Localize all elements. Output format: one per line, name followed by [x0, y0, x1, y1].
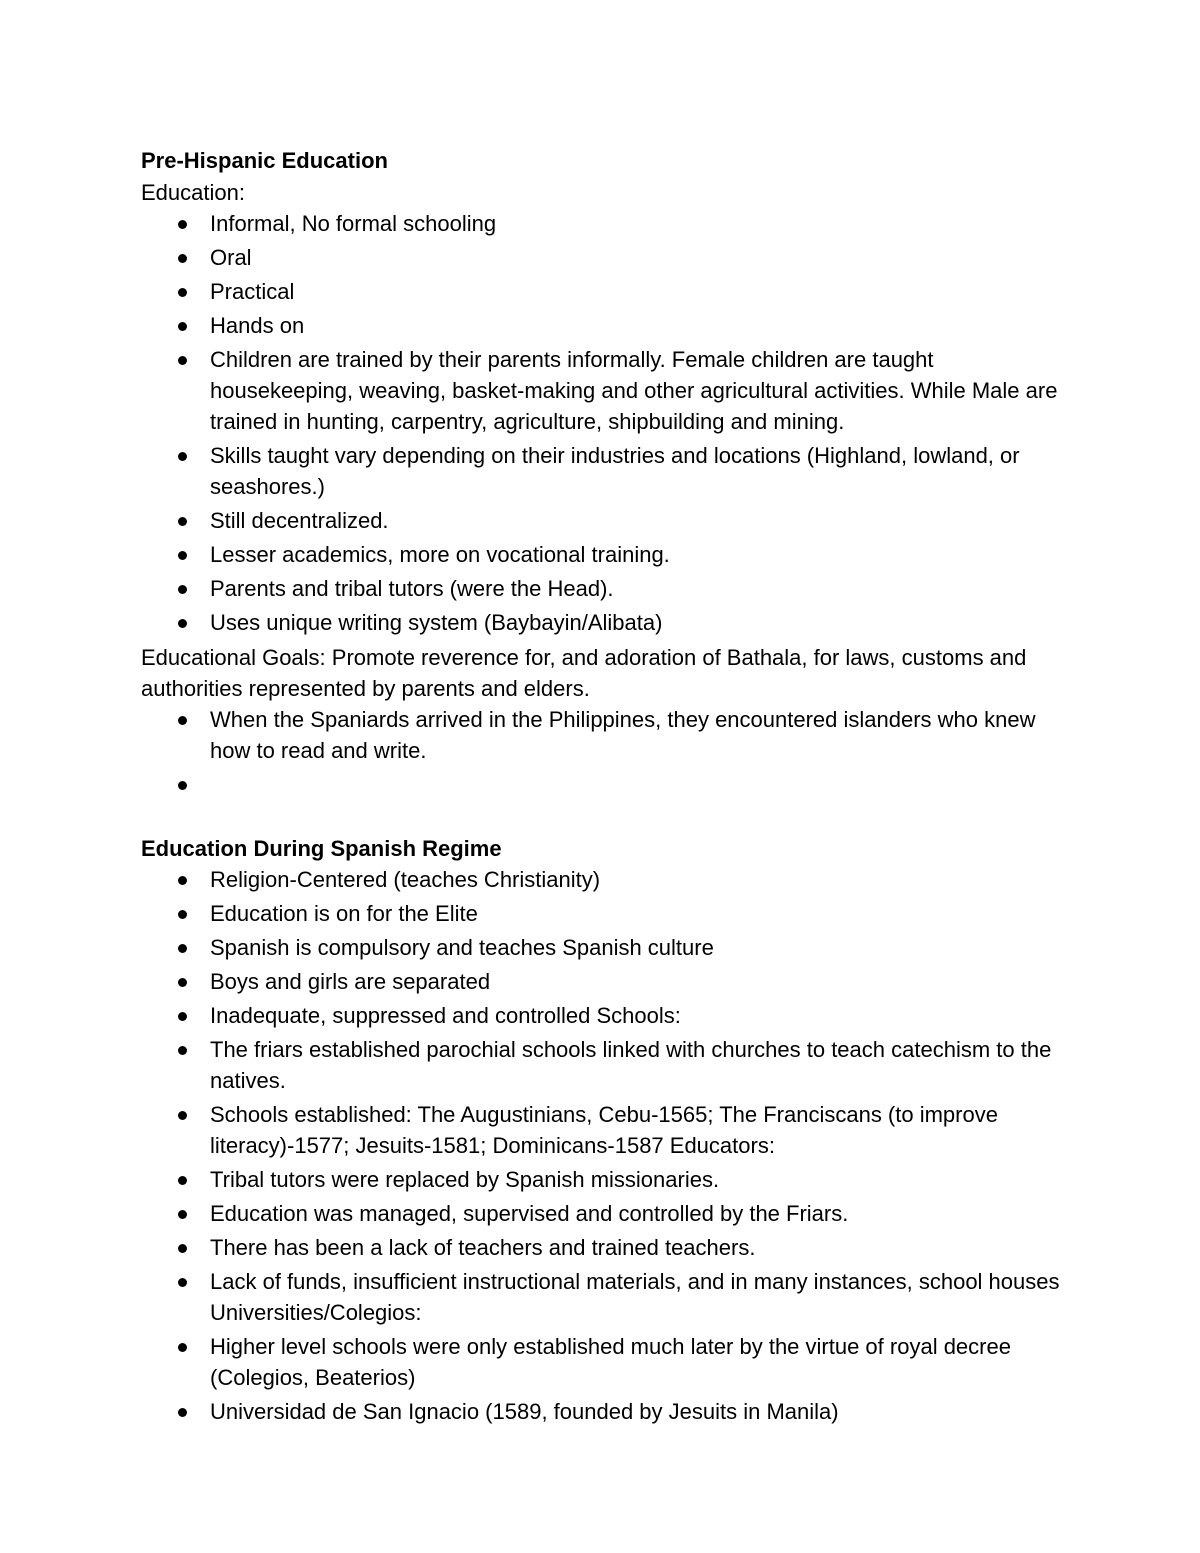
section-intro: Education:: [141, 180, 245, 205]
bullet-icon: [178, 517, 187, 526]
section-heading-spanish-regime: Education During Spanish Regime: [141, 836, 502, 861]
section-heading-pre-hispanic: Pre-Hispanic Education: [141, 148, 388, 173]
list-item: Parents and tribal tutors (were the Head).: [141, 573, 1071, 604]
list-item: Universidad de San Ignacio (1589, founded by Jesuits in Manila): [141, 1396, 1071, 1427]
bullet-icon: [178, 781, 187, 790]
bullet-icon: [178, 1176, 187, 1185]
bullet-icon: [178, 452, 187, 461]
bullet-icon: [178, 1408, 187, 1417]
list-item: Uses unique writing system (Baybayin/Alibata): [141, 607, 1071, 638]
list-item: Skills taught vary depending on their industries and locations (Highland, lowland, or seashores.): [141, 440, 1071, 502]
list-item: Boys and girls are separated: [141, 966, 1071, 997]
bullet-icon: [178, 254, 187, 263]
list-item: Spanish is compulsory and teaches Spanish culture: [141, 932, 1071, 963]
bullet-icon: [178, 585, 187, 594]
bullet-icon: [178, 944, 187, 953]
list-item: Schools established: The Augustinians, Cebu-1565; The Franciscans (to improve literacy)-1577; Jesuits-1581; Dominicans-1587 Educators:: [141, 1099, 1071, 1161]
bullet-list-pre-hispanic: [141, 208, 1071, 638]
bullet-icon: [178, 1244, 187, 1253]
bullet-icon: [178, 716, 187, 725]
list-item: Lack of funds, insufficient instructional materials, and in many instances, school houses Universities/Colegios:: [141, 1266, 1071, 1328]
bullet-icon: [178, 551, 187, 560]
document-page: [141, 143, 1071, 1430]
bullet-icon: [178, 876, 187, 885]
bullet-icon: [178, 1278, 187, 1287]
bullet-list-goals: [141, 704, 1071, 800]
bullet-icon: [178, 288, 187, 297]
list-item: There has been a lack of teachers and trained teachers.: [141, 1232, 1071, 1263]
bullet-list-spanish-regime: [141, 864, 1071, 1427]
bullet-icon: [178, 619, 187, 628]
list-item: Practical: [141, 276, 1071, 307]
list-item: Informal, No formal schooling: [141, 208, 1071, 239]
educational-goals: Educational Goals: Promote reverence for, and adoration of Bathala, for laws, customs and authorities represented by parents and elders.: [141, 645, 1027, 701]
list-item: Higher level schools were only established much later by the virtue of royal decree (Colegios, Beaterios): [141, 1331, 1071, 1393]
list-item: Oral: [141, 242, 1071, 273]
bullet-icon: [178, 1343, 187, 1352]
list-item: The friars established parochial schools linked with churches to teach catechism to the natives.: [141, 1034, 1071, 1096]
bullet-icon: [178, 910, 187, 919]
list-item: Inadequate, suppressed and controlled Schools:: [141, 1000, 1071, 1031]
list-item: Education is on for the Elite: [141, 898, 1071, 929]
bullet-icon: [178, 356, 187, 365]
section-spacer: [141, 803, 1071, 831]
bullet-icon: [178, 1111, 187, 1120]
list-item: Education was managed, supervised and controlled by the Friars.: [141, 1198, 1071, 1229]
bullet-icon: [178, 1210, 187, 1219]
list-item: When the Spaniards arrived in the Philippines, they encountered islanders who knew how to read and write.: [141, 704, 1071, 766]
list-item: Tribal tutors were replaced by Spanish missionaries.: [141, 1164, 1071, 1195]
list-item: Children are trained by their parents informally. Female children are taught housekeeping, weaving, basket-making and other agricultural activities. While Male are trained in hunting, carpentry, agriculture, shipbuilding and mining.: [141, 344, 1071, 437]
bullet-icon: [178, 220, 187, 229]
list-item: Religion-Centered (teaches Christianity): [141, 864, 1071, 895]
bullet-icon: [178, 978, 187, 987]
list-item: Still decentralized.: [141, 505, 1071, 536]
list-item: Lesser academics, more on vocational training.: [141, 539, 1071, 570]
bullet-icon: [178, 322, 187, 331]
list-item: Hands on: [141, 310, 1071, 341]
bullet-icon: [178, 1012, 187, 1021]
list-item-empty: [141, 769, 1071, 800]
bullet-icon: [178, 1046, 187, 1055]
